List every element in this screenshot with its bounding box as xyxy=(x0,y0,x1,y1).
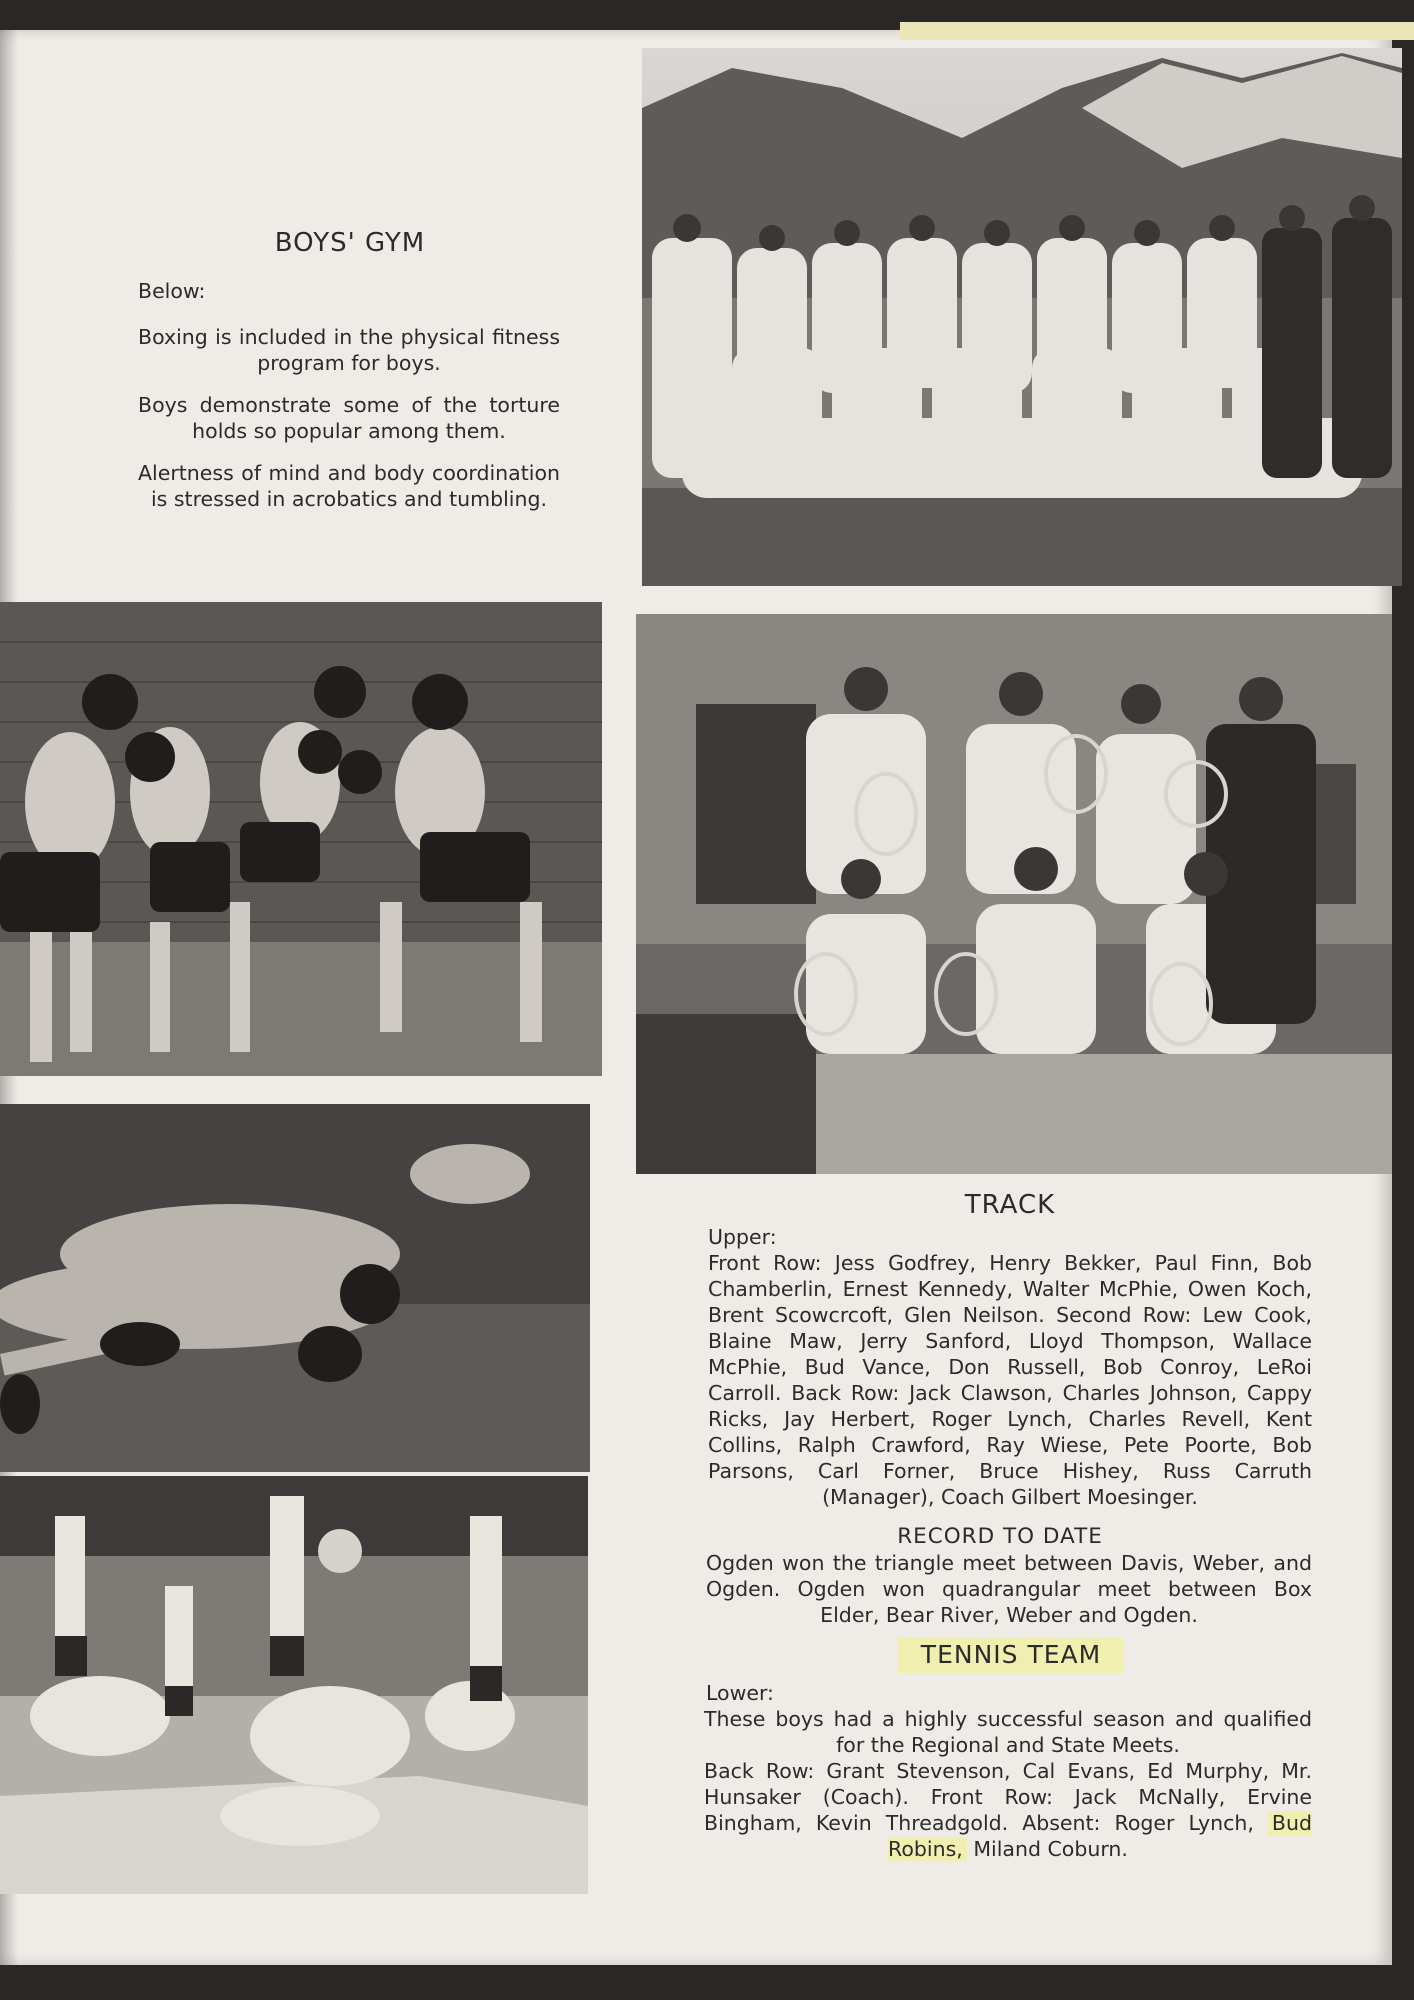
tennis-summary: These boys had a highly successful season and qualified for the Regional and State Meets. xyxy=(704,1707,1312,1757)
boxing-photo xyxy=(0,602,602,1076)
top-edge-strip xyxy=(900,22,1414,40)
tennis-label: Lower: xyxy=(706,1681,774,1705)
tennis-roster-text-end: Miland Coburn. xyxy=(966,1837,1128,1861)
tennis-roster-highlight: Bud Robins, xyxy=(888,1811,1312,1861)
boys-gym-label: Below: xyxy=(138,279,206,303)
track-title: TRACK xyxy=(964,1190,1056,1220)
acrobatics-photo xyxy=(0,1476,588,1894)
tennis-roster-text: Back Row: Grant Stevenson, Cal Evans, Ed Murphy, Mr. Hunsaker (Coach). Front Row: Jack McNally, Ervine Bingham, Kevin Threadgold. Absent: Roger Lynch, xyxy=(704,1759,1312,1835)
wrestling-photo xyxy=(0,1104,590,1472)
record-to-date-title: RECORD TO DATE xyxy=(897,1524,1103,1549)
tennis-team-title: TENNIS TEAM xyxy=(898,1638,1124,1673)
track-team-photo xyxy=(642,48,1402,586)
track-roster: Front Row: Jess Godfrey, Henry Bekker, Paul Finn, Bob Chamberlin, Ernest Kennedy, Walter McPhie, Owen Koch, Brent Scowcrcoft, Glen Neilson. Second Row: Lew Cook, Blaine Maw, Jerry Sanford, Lloyd Thompson, Wallace McPhie, Bud Vance, Don Russell, Bob Conroy, LeRoi Carroll. Back Row: Jack Clawson, Charles Johnson, Cappy Ricks, Jay Herbert, Roger Lynch, Charles Revell, Kent Collins, Ralph Crawford, Ray Wiese, Pete Poorte, Bob Parsons, Carl Forner, Bruce Hishey, Russ Carruth (Manager), Coach Gilbert Moesinger. xyxy=(708,1251,1312,1509)
tennis-roster xyxy=(704,1758,1312,1862)
boys-gym-caption-acrobatics: Alertness of mind and body coordination is stressed in acrobatics and tumbling. xyxy=(138,461,560,511)
boys-gym-caption-boxing: Boxing is included in the physical fitness program for boys. xyxy=(138,325,560,375)
boys-gym-caption-holds: Boys demonstrate some of the torture holds so popular among them. xyxy=(138,393,560,443)
track-label: Upper: xyxy=(708,1225,777,1249)
tennis-team-photo xyxy=(636,614,1392,1174)
boys-gym-title: BOYS' GYM xyxy=(274,228,426,258)
record-to-date-text: Ogden won the triangle meet between Davis, Weber, and Ogden. Ogden won quadrangular meet between Box Elder, Bear River, Weber and Ogden. xyxy=(706,1551,1312,1627)
